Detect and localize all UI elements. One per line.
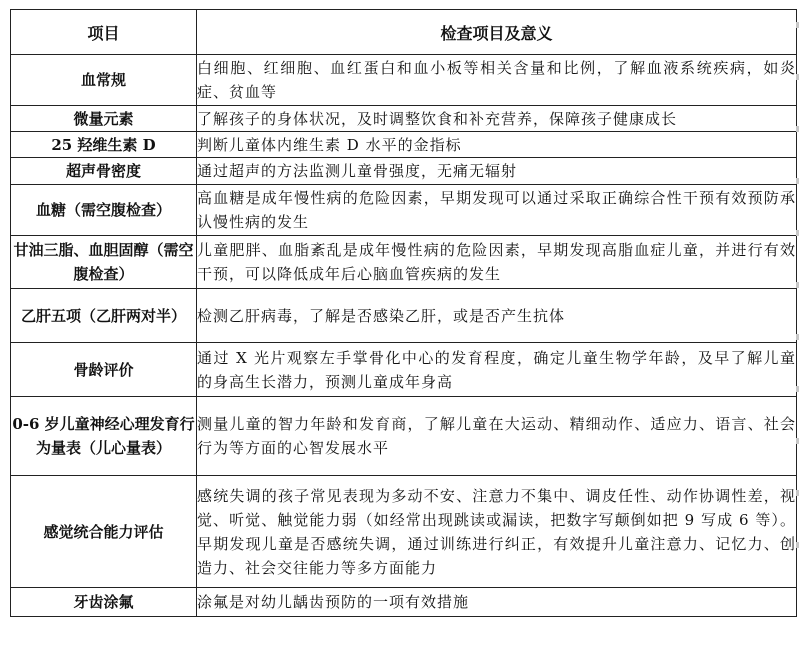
row-item-meaning: 高血糖是成年慢性病的危险因素，早期发现可以通过采取正确综合性干预有效预防承认慢性病的发生 [197, 185, 797, 236]
table-row [11, 106, 797, 132]
table-row [11, 476, 797, 588]
row-item-name: 血常规 [11, 55, 197, 106]
table-row [11, 132, 797, 158]
row-item-name: 骨龄评价 [11, 343, 197, 397]
row-item-meaning: 感统失调的孩子常见表现为多动不安、注意力不集中、调皮任性、动作协调性差，视觉、听觉、触觉能力弱（如经常出现跳读或漏读，把数字写颠倒如把 9 写成 6 等）。早期发现儿童是否感统失调，通过训练进行纠正，有效提升儿童注意力、记忆力、创造力、社会交往能力等多方面能力 [197, 476, 797, 588]
row-item-meaning: 判断儿童体内维生素 D 水平的金指标 [197, 132, 797, 158]
row-item-name: 血糖（需空腹检查） [11, 185, 197, 236]
header-meaning: 检查项目及意义 [197, 10, 797, 55]
row-item-meaning: 儿童肥胖、血脂紊乱是成年慢性病的危险因素，早期发现高脂血症儿童，并进行有效干预，可以降低成年后心脑血管疾病的发生 [197, 236, 797, 289]
table-row [11, 55, 797, 106]
row-item-name: 感觉统合能力评估 [11, 476, 197, 588]
row-item-meaning: 通过超声的方法监测儿童骨强度，无痛无辐射 [197, 158, 797, 185]
row-item-name: 牙齿涂氟 [11, 588, 197, 617]
row-item-meaning: 检测乙肝病毒，了解是否感染乙肝，或是否产生抗体 [197, 289, 797, 343]
row-item-name: 0-6 岁儿童神经心理发育行为量表（儿心量表） [11, 397, 197, 476]
row-item-meaning: 涂氟是对幼儿龋齿预防的一项有效措施 [197, 588, 797, 617]
row-item-meaning: 通过 X 光片观察左手掌骨化中心的发育程度，确定儿童生物学年龄，及早了解儿童的身高生长潜力，预测儿童成年身高 [197, 343, 797, 397]
table-row [11, 236, 797, 289]
row-item-name: 乙肝五项（乙肝两对半） [11, 289, 197, 343]
row-item-name: 超声骨密度 [11, 158, 197, 185]
row-item-name: 甘油三脂、血胆固醇（需空腹检查） [11, 236, 197, 289]
table-row [11, 343, 797, 397]
table-row [11, 185, 797, 236]
table-row [11, 588, 797, 617]
row-item-name: 25 羟维生素 D [11, 132, 197, 158]
header-item: 项目 [11, 10, 197, 55]
row-item-meaning: 了解孩子的身体状况，及时调整饮食和补充营养，保障孩子健康成长 [197, 106, 797, 132]
checkup-table [10, 9, 797, 617]
row-item-name: 微量元素 [11, 106, 197, 132]
table-header-row [11, 10, 797, 55]
table-row [11, 158, 797, 185]
table-row [11, 289, 797, 343]
row-item-meaning: 测量儿童的智力年龄和发育商，了解儿童在大运动、精细动作、适应力、语言、社会行为等方面的心智发展水平 [197, 397, 797, 476]
page-edge-decoration [796, 22, 800, 622]
table-row [11, 397, 797, 476]
row-item-meaning: 白细胞、红细胞、血红蛋白和血小板等相关含量和比例，了解血液系统疾病，如炎症、贫血等 [197, 55, 797, 106]
